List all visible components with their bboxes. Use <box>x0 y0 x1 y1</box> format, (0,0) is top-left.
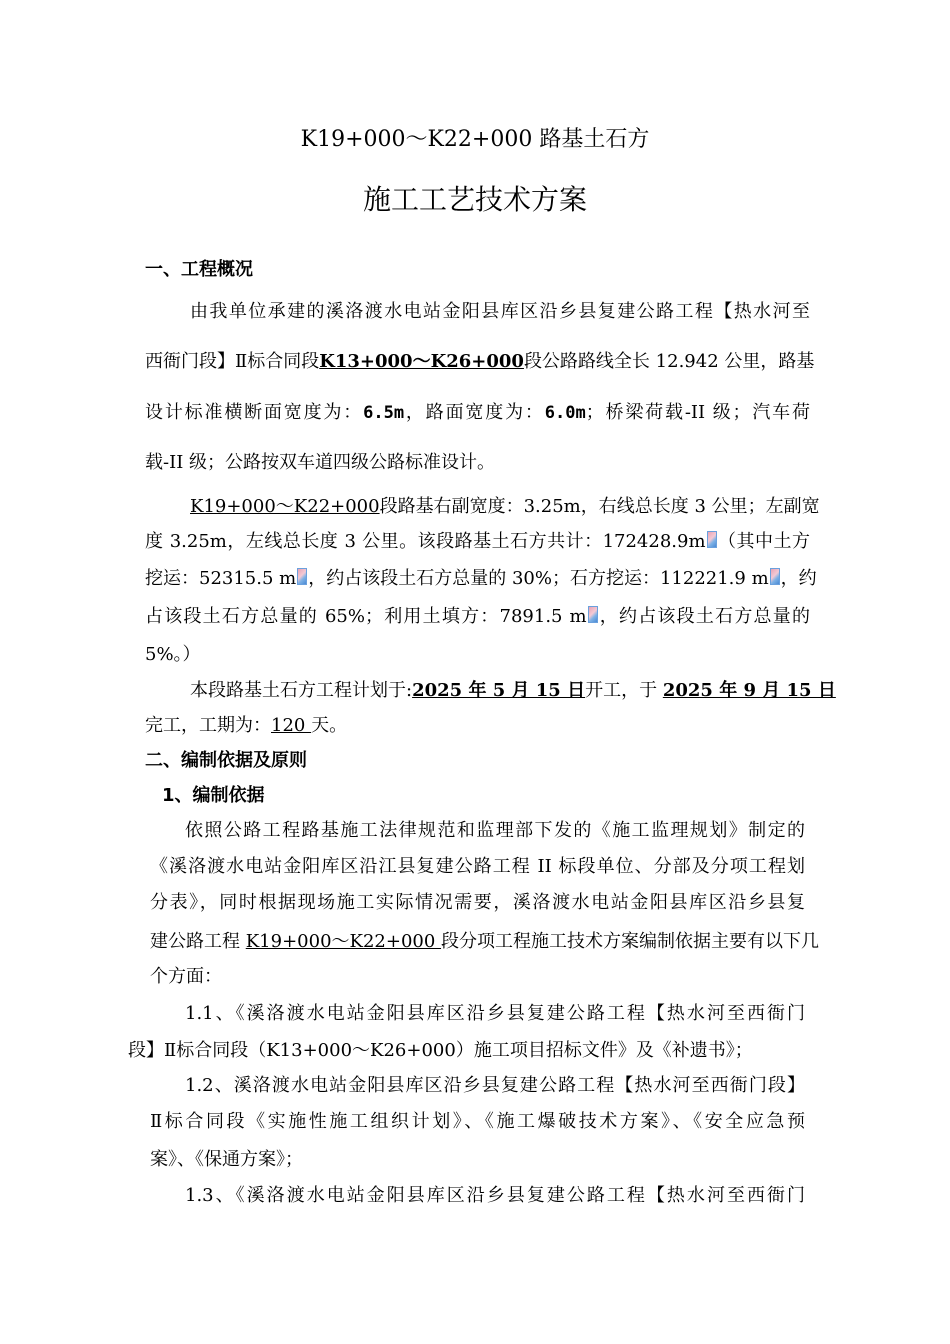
s2-item11-line1: 1.1、《溪洛渡水电站金阳县库区沿乡县复建公路工程【热水河至西衙门 <box>185 1003 805 1024</box>
missing-glyph-icon <box>770 568 781 587</box>
section1-heading: 一、工程概况 <box>145 259 253 280</box>
s1-p2-line4: 占该段土石方总量的 65%；利用土填方：7891.5 m ，约占该段土石方总量的 <box>145 606 810 627</box>
missing-glyph-icon <box>588 606 599 625</box>
document-title-line1: K19+000～K22+000 路基土石方 <box>300 127 650 152</box>
end-date: 2025 年 9 月 15 日 <box>662 680 836 701</box>
s1-p3-line1: 本段路基土石方工程计划于:2025 年 5 月 15 日开工，于 2025 年 9 月 15 日 <box>190 680 836 701</box>
s2-item12-line2: Ⅱ标合同段《实施性施工组织计划》、《施工爆破技术方案》、《安全应急预 <box>150 1111 805 1132</box>
s1-p2-line2: 度 3.25m，左线总长度 3 公里。该段路基土石方共计：172428.9m （其中土方 <box>145 531 811 552</box>
missing-glyph-icon <box>707 531 718 550</box>
s1-p2-line3: 挖运：52315.5 m ，约占该段土石方总量的 30%；石方挖运：112221.9 m ，约 <box>145 568 817 589</box>
document-title-line2: 施工工艺技术方案 <box>362 183 587 216</box>
start-date: 2025 年 5 月 15 日 <box>412 680 586 701</box>
s1-range-underlined: K13+000～K26+000 <box>319 351 524 372</box>
s1-p2-line5: 5%。） <box>145 644 201 665</box>
duration-days: 120 <box>271 715 312 736</box>
section2-heading: 二、编制依据及原则 <box>145 750 307 771</box>
s2-p1-line5: 个方面： <box>150 966 222 987</box>
s2-p1-line3: 分表》，同时根据现场施工实际情况需要，溪洛渡水电站金阳县库区沿乡县复 <box>150 892 805 913</box>
s1-p1-line4: 载-II 级；公路按双车道四级公路标准设计。 <box>145 452 496 473</box>
s2-item12-line1: 1.2、溪洛渡水电站金阳县库区沿乡县复建公路工程【热水河至西衙门段】 <box>185 1075 805 1096</box>
s1-p3-line2: 完工，工期为：120 天。 <box>145 715 348 736</box>
s1-p1-line2: 西衙门段】Ⅱ标合同段K13+000～K26+000段公路路线全长 12.942 公里，路基 <box>145 351 815 372</box>
s2-p1-line4: 建公路工程 K19+000～K22+000 段分项工程施工技术方案编制依据主要有以下几 <box>150 931 820 952</box>
s2-p1-line2: 《溪洛渡水电站金阳库区沿江县复建公路工程 II 标段单位、分部及分项工程划 <box>150 856 805 877</box>
s1-p1-line3: 设计标准横断面宽度为：6.5m，路面宽度为：6.0m；桥梁荷载-II 级；汽车荷 <box>145 402 811 423</box>
missing-glyph-icon <box>297 568 308 587</box>
s1-p2-line1: K19+000～K22+000段路基右副宽度：3.25m，右线总长度 3 公里；左副宽 <box>190 496 820 517</box>
s2-item11-line2: 段】Ⅱ标合同段（K13+000～K26+000）施工项目招标文件》及《补遗书》； <box>128 1040 753 1061</box>
s2-item12-line3: 案》、《保通方案》； <box>150 1149 303 1170</box>
s2-item13-line1: 1.3、《溪洛渡水电站金阳县库区沿乡县复建公路工程【热水河至西衙门 <box>185 1185 805 1206</box>
s1-p1-line1: 由我单位承建的溪洛渡水电站金阳县库区沿乡县复建公路工程【热水河至 <box>190 301 810 322</box>
section2-sub1-heading: 1、编制依据 <box>162 785 265 806</box>
s2-p1-line1: 依照公路工程路基施工法律规范和监理部下发的《施工监理规划》制定的 <box>185 820 805 841</box>
